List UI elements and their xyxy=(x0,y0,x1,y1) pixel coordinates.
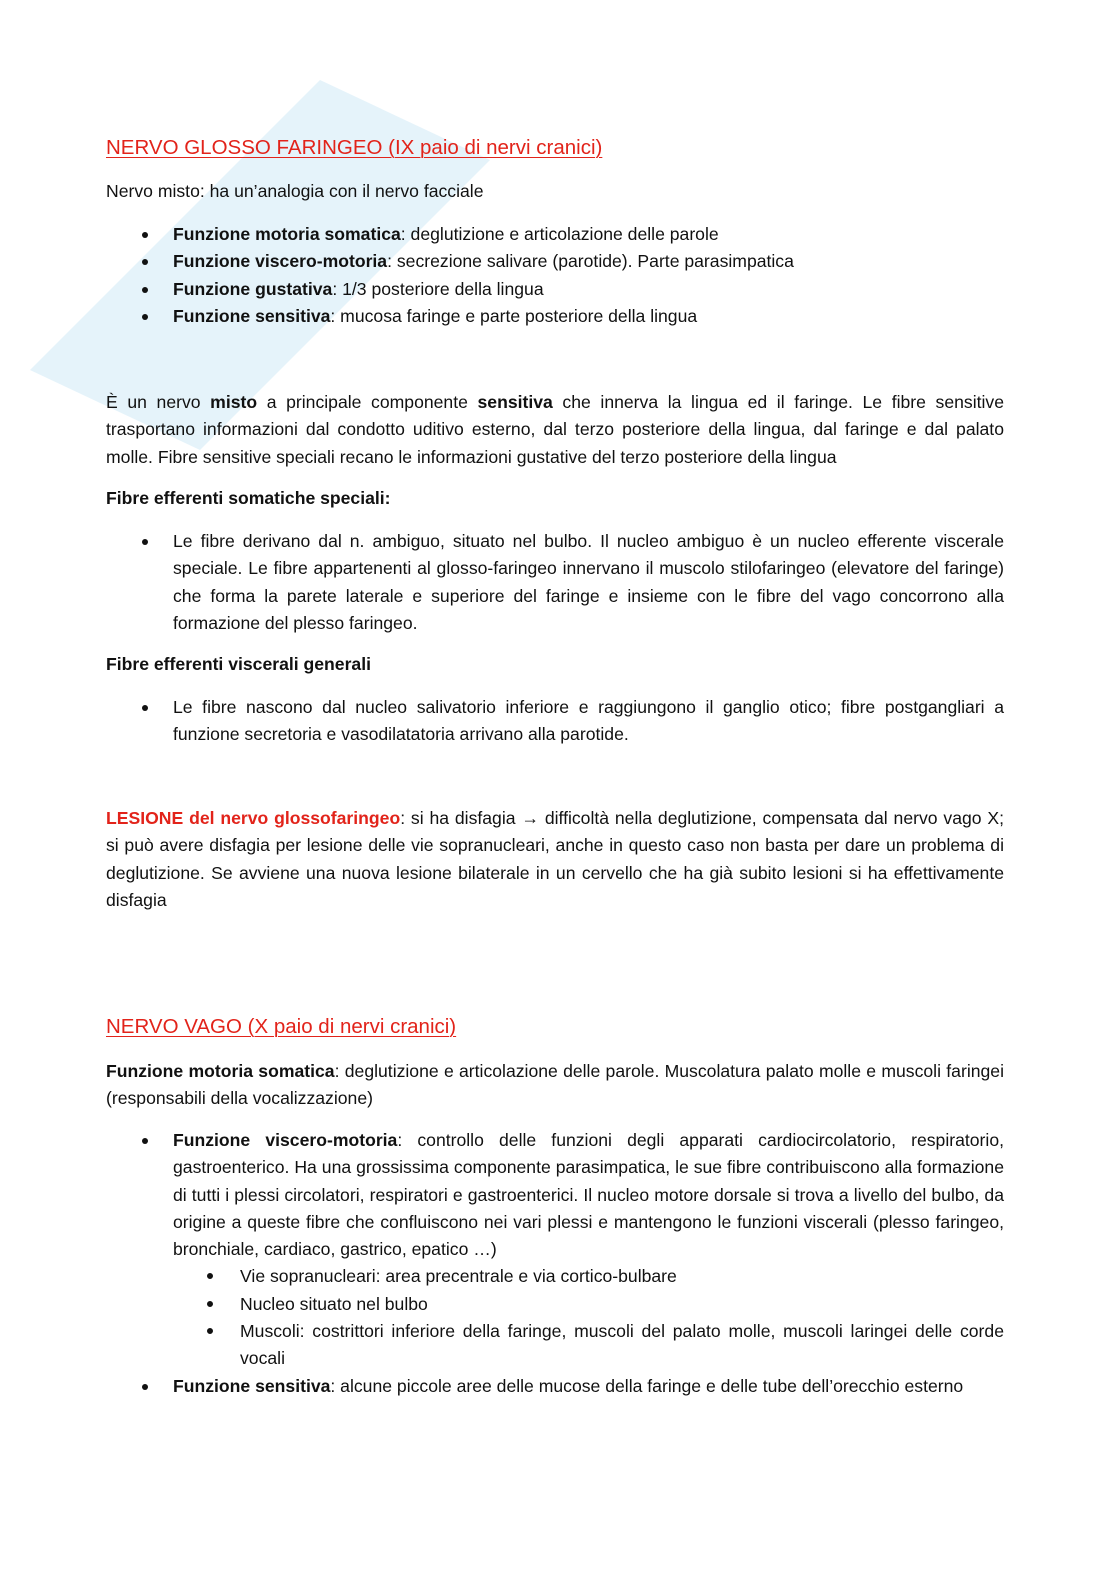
list-item: Le fibre derivano dal n. ambiguo, situato nel bulbo. Il nucleo ambiguo è un nucleo efferente viscerale speciale. Le fibre appartenenti al glosso-faringeo innervano il muscolo stilofaringeo (elevatore del faringe) che forma la parete laterale e superiore del faringe e insieme con le fibre del vago concorrono alla formazione del plesso faringeo. xyxy=(106,528,1004,637)
sub-list-item: Muscoli: costrittori inferiore della faringe, muscoli del palato molle, muscoli laringei delle corde vocali xyxy=(106,1318,1004,1373)
list-item: Funzione gustativa: 1/3 posteriore della lingua xyxy=(106,276,1004,303)
list-item: Funzione viscero-motoria: controllo delle funzioni degli apparati cardiocircolatorio, respiratorio, gastroenterico. Ha una grossissima componente parasimpatica, le sue fibre contribuiscono alla formazione di tutti i plessi circolatori, respiratori e gastroenterici. Il nucleo motore dorsale si trova a livello del bulbo, da origine a queste fibre che confluiscono nei vari plessi e mantengono le funzioni viscerali (plesso faringeo, bronchiale, cardiaco, gastrico, epatico …) Vie sopranucleari: area precentrale e via cortico-bulbare Nucleo situato nel bulbo Muscoli: costrittori inferiore della faringe, muscoli del palato molle, muscoli laringei delle corde vocali xyxy=(106,1127,1004,1373)
efferent-somatic-heading: Fibre efferenti somatiche speciali: xyxy=(106,488,391,508)
functions-list xyxy=(106,221,1004,330)
intro-text: Nervo misto: ha un’analogia con il nervo facciale xyxy=(106,181,484,201)
list-item: Le fibre nascono dal nucleo salivatorio inferiore e raggiungono il ganglio otico; fibre postgangliari a funzione secretoria e vasodilatatoria arrivano alla parotide. xyxy=(106,694,1004,749)
sub-list-item: Vie sopranucleari: area precentrale e via cortico-bulbare xyxy=(106,1263,1004,1290)
section-title-vago: NERVO VAGO (X paio di nervi cranici) xyxy=(106,1015,457,1038)
section-title-glossofaringeo: NERVO GLOSSO FARINGEO (IX paio di nervi cranici) xyxy=(106,136,603,159)
list-item: Funzione motoria somatica: deglutizione e articolazione delle parole xyxy=(106,221,1004,248)
lesion-paragraph: LESIONE del nervo glossofaringeo: si ha disfagia → difficoltà nella deglutizione, compensata dal nervo vago X; si può avere disfagia per lesione delle vie sopranucleari, anche in questo caso non basta per dare un problema di deglutizione. Se avviene una nuova lesione bilaterale in un cervello che ha già subito lesioni si ha effettivamente disfagia xyxy=(106,808,1005,910)
description-paragraph: È un nervo misto a principale componente sensitiva che innerva la lingua ed il faringe. Le fibre sensitive trasportano informazioni dal condotto uditivo esterno, dal terzo posteriore della lingua, dal faringe e dal palato molle. Fibre sensitive speciali recano le informazioni gustative del terzo posteriore della lingua xyxy=(106,392,1005,467)
arrow-right-icon: → xyxy=(521,808,539,828)
sub-list-item: Nucleo situato nel bulbo xyxy=(106,1291,1004,1318)
list-item: Funzione viscero-motoria: secrezione salivare (parotide). Parte parasimpatica xyxy=(106,248,1004,275)
efferent-visceral-list xyxy=(106,694,1004,749)
sub-list xyxy=(106,1263,1004,1372)
efferent-somatic-list xyxy=(106,528,1004,637)
efferent-visceral-heading: Fibre efferenti viscerali generali xyxy=(106,654,371,674)
list-item: Funzione sensitiva: alcune piccole aree delle mucose della faringe e delle tube dell’orecchio esterno xyxy=(106,1373,1004,1400)
vago-functions-list xyxy=(106,1127,1004,1400)
vago-motor-paragraph: Funzione motoria somatica: deglutizione e articolazione delle parole. Muscolatura palato molle e muscoli faringei (responsabili della vocalizzazione) xyxy=(106,1061,1004,1109)
list-item: Funzione sensitiva: mucosa faringe e parte posteriore della lingua xyxy=(106,303,1004,330)
